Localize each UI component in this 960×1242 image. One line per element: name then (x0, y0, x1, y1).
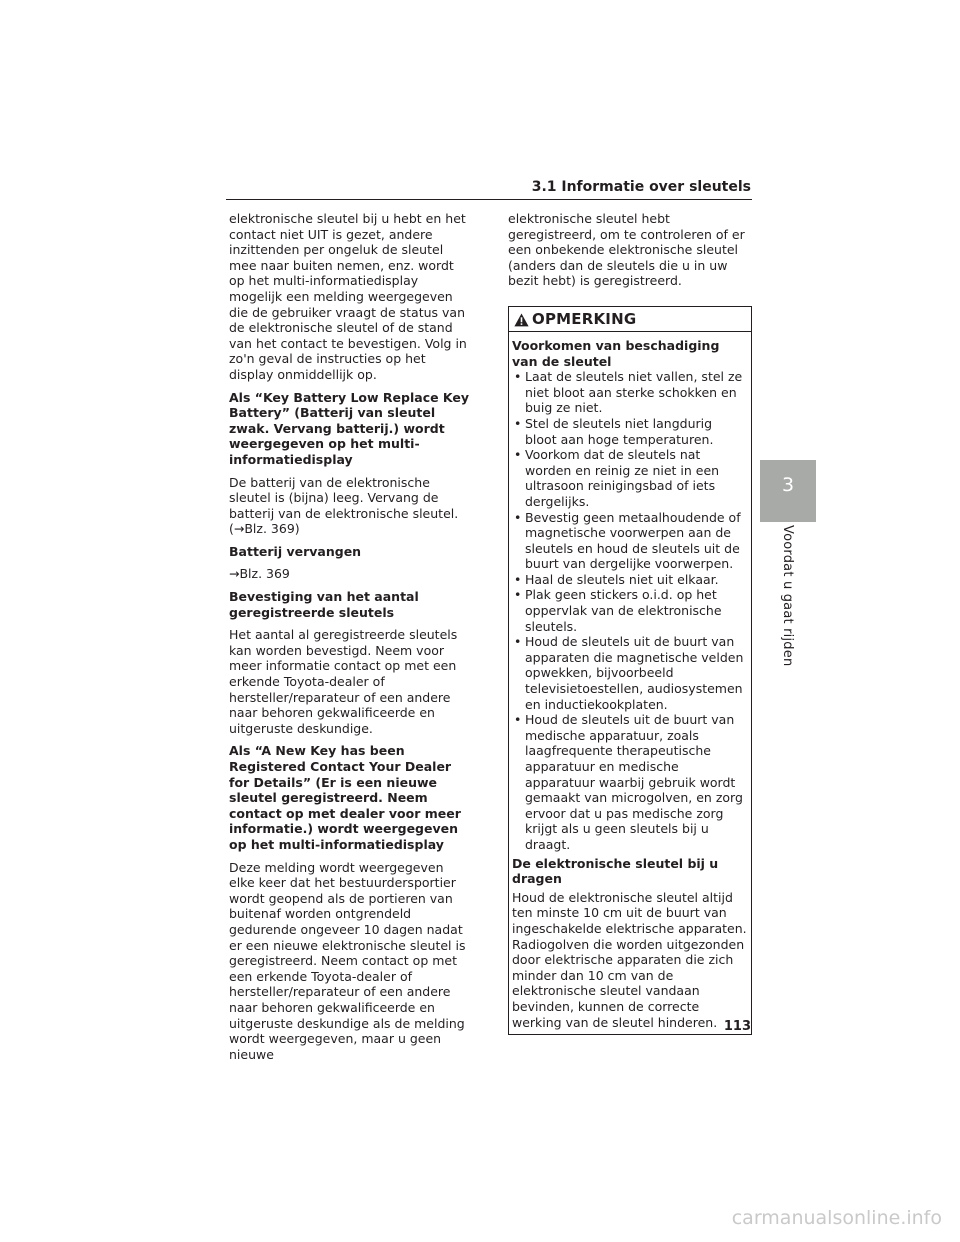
list-item: • Houd de sleutels uit de buurt van apparaten die magnetische velden opwekken, bijvoorbeeld televisietoestellen, audiosystemen en inductiekookplaten. (512, 634, 747, 712)
list-item: • Houd de sleutels uit de buurt van medische apparatuur, zoals laagfrequente therapeutische apparatuur en medische apparatuur waarbij gebruik wordt gemaakt van microgolven, en zorg ervoor dat u pas medische zorg krijgt als u geen sleutels bij u draagt. (512, 712, 747, 852)
subheading: Als “A New Key has been Registered Contact Your Dealer for Details” (Er is een nieuwe sleutel geregistreerd. Neem contact op met dealer voor meer informatie.) wordt weergegeven op het multi-informatiedisplay (229, 743, 461, 852)
list-item: • Voorkom dat de sleutels nat worden en reinig ze niet in een ultrasoon reinigingsbad of iets dergelijks. (512, 447, 747, 509)
notice-box (508, 306, 752, 1035)
list-item: • Plak geen stickers o.i.d. op het oppervlak van de elektronische sleutels. (512, 587, 747, 634)
bullet-list (512, 369, 747, 852)
paragraph: Houd de elektronische sleutel altijd ten minste 10 cm uit de buurt van ingeschakelde elektrische apparaten. Radiogolven die worden uitgezonden door elektrische apparaten die zich minder dan 10 cm van de elektronische sleutel vandaan bevinden, kunnen de correcte werking van de sleutel hinderen. (512, 889, 747, 1030)
subheading: De elektronische sleutel bij u dragen (512, 855, 719, 887)
paragraph: De batterij van de elektronische sleutel is (bijna) leeg. Vervang de batterij van de elektronische sleutel. (→Blz. 369) (229, 474, 459, 537)
list-item: • Stel de sleutels niet langdurig bloot aan hoge temperaturen. (512, 416, 747, 447)
subheading: Voorkomen van beschadiging van de sleutel (512, 337, 720, 369)
section-title: 3.1 Informatie over sleutels (531, 179, 751, 195)
list-item: • Laat de sleutels niet vallen, stel ze niet bloot aan sterke schokken en buig ze niet. (512, 369, 747, 416)
page-number: 113 (723, 1019, 751, 1034)
watermark: carmanualsonline.info (731, 1207, 942, 1229)
subheading: Als “Key Battery Low Replace Key Battery” (Batterij van sleutel zwak. Vervang batterij.) wordt weergegeven op het multi-informatiedisplay (229, 389, 470, 467)
header-divider (226, 199, 752, 200)
chapter-label: Voordat u gaat rijden (780, 525, 795, 667)
subheading: Batterij vervangen (229, 543, 362, 559)
notice-body (509, 332, 751, 1034)
notice-title: OPMERKING (532, 309, 637, 328)
left-column (229, 211, 473, 1062)
warning-triangle-icon (514, 312, 529, 326)
page-reference: →Blz. 369 (229, 566, 290, 582)
notice-header (509, 307, 751, 332)
paragraph: Het aantal al geregistreerde sleutels kan worden bevestigd. Neem voor meer informatie contact op met een erkende Toyota-dealer of hersteller/reparateur of een andere naar behoren gekwalificeerde en uitgeruste deskundige. (229, 627, 458, 736)
paragraph: elektronische sleutel bij u hebt en het contact niet UIT is gezet, andere inzittenden per ongeluk de sleutel mee naar buiten nemen, enz. wordt op het multi-informatiedisplay mogelijk een melding weergegeven die de gebruiker vraagt de status van de elektronische sleutel of de stand van het contact te bevestigen. Volg in zo'n geval de instructies op het display onmiddellijk op. (229, 211, 467, 382)
list-item: • Haal de sleutels niet uit elkaar. (512, 572, 747, 588)
paragraph: Deze melding wordt weergegeven elke keer dat het bestuurdersportier wordt geopend als de portieren van buitenaf worden ontgrendeld gedurende ongeveer 10 dagen nadat er een nieuwe elektronische sleutel is geregistreerd. Neem contact op met een erkende Toyota-dealer of hersteller/reparateur of een andere naar behoren gekwalificeerde en uitgeruste deskundige als de melding wordt weergegeven, maar u geen nieuwe (229, 859, 466, 1062)
subheading: Bevestiging van het aantal geregistreerde sleutels (229, 589, 419, 620)
list-item: • Bevestig geen metaalhoudende of magnetische voorwerpen aan de sleutels en houd de sleutels uit de buurt van dergelijke voorwerpen. (512, 510, 747, 572)
chapter-tab (760, 460, 816, 522)
right-column (508, 211, 752, 1035)
paragraph: elektronische sleutel hebt geregistreerd, om te controleren of er een onbekende elektronische sleutel (anders dan de sleutels die u in uw bezit hebt) is geregistreerd. (508, 211, 745, 289)
chapter-number: 3 (781, 474, 795, 496)
